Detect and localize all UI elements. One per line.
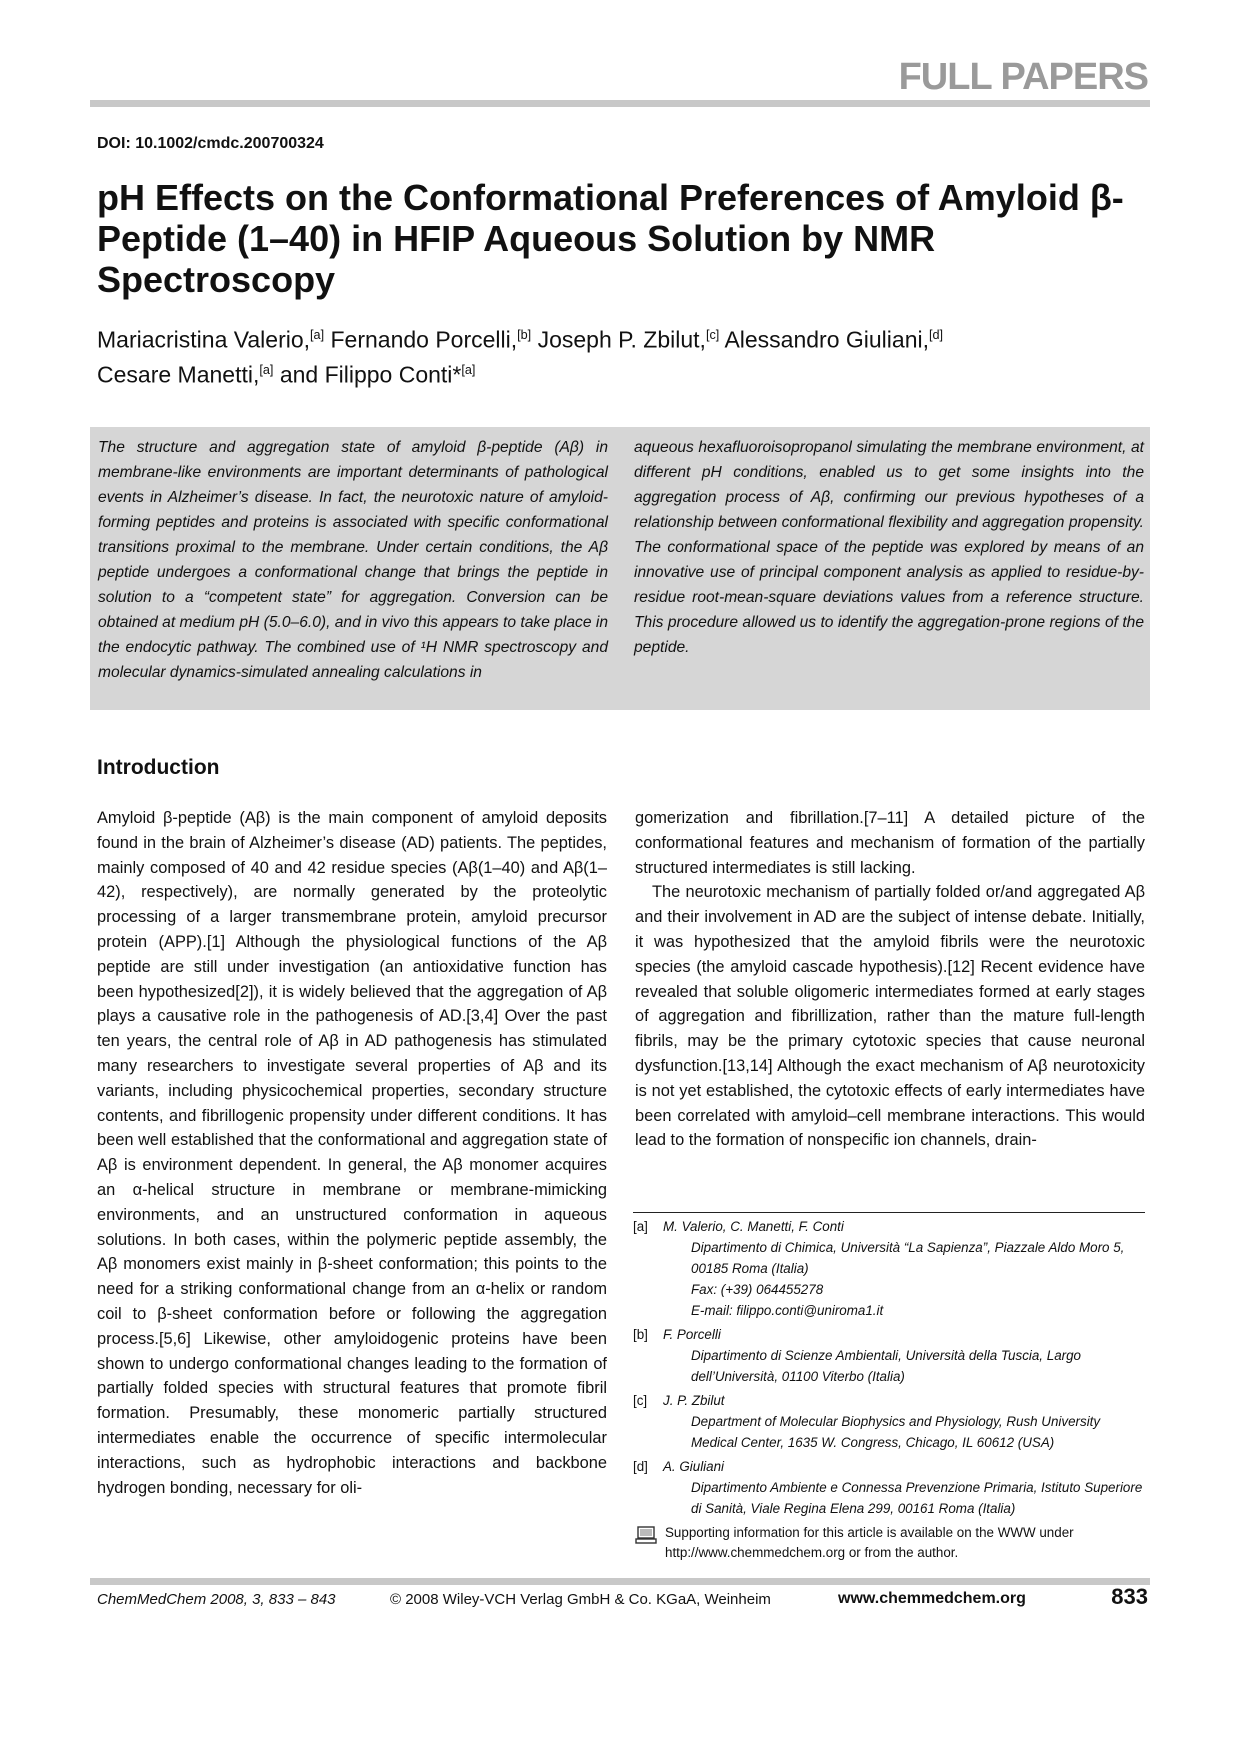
footnote-line: 00185 Roma (Italia) <box>691 1261 809 1276</box>
footnote-line: Department of Molecular Biophysics and Physiology, Rush University Medical Center, 1635 W. Congress, Chicago, IL 60612 (USA) <box>691 1414 1101 1450</box>
body-paragraph: gomerization and fibrillation.[7–11] A detailed picture of the conformational features and mechanism of formation of the partially structured intermediates is still lacking. <box>635 809 1145 877</box>
author-affiliation: [a] <box>259 362 274 377</box>
author-affiliation: [d] <box>929 328 944 342</box>
footnote-line: Dipartimento di Chimica, Università “La Sapienza”, Piazzale Aldo Moro 5, <box>691 1240 1125 1255</box>
body-column-right <box>635 806 1145 1153</box>
author-affiliation: [b] <box>517 328 532 342</box>
supporting-information <box>633 1523 1145 1563</box>
footnote-authors: A. Giuliani <box>663 1459 725 1474</box>
author-name: Joseph P. Zbilut, <box>537 326 706 353</box>
abstract-text-right: aqueous hexafluoroisopropanol simulating the membrane environment, at different pH conditions, enabled us to get some insights into the aggregation process of Aβ, confirming our previous hypotheses of a relationship between conformational flexibility and aggregation propensity. The conformational space of the peptide was explored by means of an innovative use of principal component analysis as applied to residue-by-residue root-mean-square deviations values from a reference structure. This procedure allowed us to identify the aggregation-prone regions of the peptide. <box>634 439 1144 656</box>
footer-url[interactable]: www.chemmedchem.org <box>838 1590 1026 1607</box>
footnote-key: [c] <box>633 1393 648 1408</box>
abstract-text-left: The structure and aggregation state of amyloid β-peptide (Aβ) in membrane-like environments are important determinants of pathological events in Alzheimer’s disease. In fact, the neurotoxic nature of amyloid-forming peptides and proteins is associated with specific conformational transitions proximal to the membrane. Under certain conditions, the Aβ peptide undergoes a conformational change that brings the peptide in solution to a “competent state” for aggregation. Conversion can be obtained at medium pH (5.0–6.0), and in vivo this appears to take place in the endocytic pathway. The combined use of ¹H NMR spectroscopy and molecular dynamics-simulated annealing calculations in <box>98 439 608 681</box>
footnote-authors: F. Porcelli <box>663 1327 721 1342</box>
footnote-key: [b] <box>633 1327 648 1342</box>
footnote-authors: J. P. Zbilut <box>663 1393 725 1408</box>
body-paragraph: Amyloid β-peptide (Aβ) is the main component of amyloid deposits found in the brain of Alzheimer’s disease (AD) patients. The peptides, mainly composed of 40 and 42 residue species (Aβ(1–40) and Aβ(1–42), respectively), are normally generated by the proteolytic processing of a larger transmembrane protein, amyloid precursor protein (APP).[1] Although the physiological functions of the Aβ peptide are still under investigation (an antioxidative function has been hypothesized[2]), it is widely believed that the aggregation of Aβ plays a causative role in the pathogenesis of AD.[3,4] Over the past ten years, the central role of Aβ in AD pathogenesis has stimulated many researchers to investigate several properties of Aβ and its variants, including physicochemical properties, secondary structure contents, and fibrillogenic propensity under different conditions. It has been well established that the conformational and aggregation state of Aβ is environment dependent. In general, the Aβ monomer acquires an α-helical structure in membrane or membrane-mimicking environments, and an unstructured conformation in aqueous solutions. In both cases, within the polymeric peptide assembly, the Aβ monomers exist mainly in β-sheet conformation; this points to the need for a striking conformational change from an α-helix or random coil to β-sheet conformation before or following the aggregation process.[5,6] Likewise, other amyloidogenic proteins have been shown to undergo conformational changes leading to the formation of partially folded species with structural features that promote fibril formation. Presumably, these monomeric partially structured intermediates enable the occurrence of specific intermolecular interactions, such as hydrophobic interactions and backbone hydrogen bonding, necessary for oli- <box>97 809 607 1497</box>
footer-journal-name: ChemMedChem <box>97 1591 207 1608</box>
footer-rule <box>90 1578 1150 1585</box>
footnote-key: [d] <box>633 1459 648 1474</box>
abstract <box>90 427 1150 710</box>
author-affiliation: [c] <box>705 328 720 342</box>
affiliation-footnotes <box>633 1216 1145 1563</box>
footnote-line: Fax: (+39) 064455278 <box>691 1282 824 1297</box>
footnote-d <box>633 1456 1145 1519</box>
author-name: Cesare Manetti, <box>97 361 260 388</box>
author-list <box>97 320 1137 389</box>
footnote-c <box>633 1390 1145 1453</box>
footnote-a <box>633 1216 1145 1321</box>
doi[interactable]: DOI: 10.1002/cmdc.200700324 <box>97 135 324 152</box>
footnote-line: Dipartimento Ambiente e Connessa Prevenzione Primaria, Istituto Superiore di Sanità, Viale Regina Elena 299, 00161 Roma (Italia) <box>691 1480 1143 1516</box>
section-heading-introduction: Introduction <box>97 756 220 779</box>
page-number: 833 <box>1111 1584 1148 1609</box>
footer-copyright: © 2008 Wiley-VCH Verlag GmbH & Co. KGaA, Weinheim <box>390 1591 771 1608</box>
footer-citation-numbers: 2008, 3, 833 – 843 <box>210 1591 336 1608</box>
author-name: Mariacristina Valerio, <box>97 326 311 353</box>
author-affiliation: [a] <box>310 328 325 342</box>
footnote-b <box>633 1324 1145 1387</box>
footnote-line: Dipartimento di Scienze Ambientali, Università della Tuscia, Largo dell’Università, 01100 Viterbo (Italia) <box>691 1348 1081 1384</box>
author-name: Alessandro Giuliani, <box>724 326 929 353</box>
footnote-key: [a] <box>633 1219 648 1234</box>
section-label: FULL PAPERS <box>898 56 1148 98</box>
author-name: Fernando Porcelli, <box>330 326 518 353</box>
supporting-information-text[interactable]: Supporting information for this article is available on the WWW under http://www.chemmedchem.org or from the author. <box>665 1525 1074 1560</box>
body-column-left <box>97 806 607 1500</box>
footnote-email[interactable]: E-mail: filippo.conti@uniroma1.it <box>691 1303 884 1318</box>
footnote-rule <box>633 1212 1145 1213</box>
footer-citation <box>97 1591 336 1608</box>
computer-icon <box>635 1526 657 1544</box>
author-name: and Filippo Conti* <box>279 361 462 388</box>
footnote-authors: M. Valerio, C. Manetti, F. Conti <box>663 1219 844 1234</box>
article-title: pH Effects on the Conformational Preferences of Amyloid β-Peptide (1–40) in HFIP Aqueous Solution by NMR Spectroscopy <box>97 177 1124 300</box>
body-paragraph: The neurotoxic mechanism of partially folded or/and aggregated Aβ and their involvement in AD are the subject of intense debate. Initially, it was hypothesized that the amyloid fibrils were the neurotoxic species (the amyloid cascade hypothesis).[12] Recent evidence have revealed that soluble oligomeric intermediates formed at early stages of aggregation and fibrillization, rather than the mature full-length fibrils, may be the primary cytotoxic species that cause neuronal dysfunction.[13,14] Although the exact mechanism of Aβ neurotoxicity is not yet established, the cytotoxic effects of early intermediates have been correlated with amyloid–cell membrane interactions. This would lead to the formation of nonspecific ion channels, drain- <box>635 883 1145 1150</box>
author-affiliation: [a] <box>461 362 476 377</box>
header-rule <box>90 100 1150 107</box>
